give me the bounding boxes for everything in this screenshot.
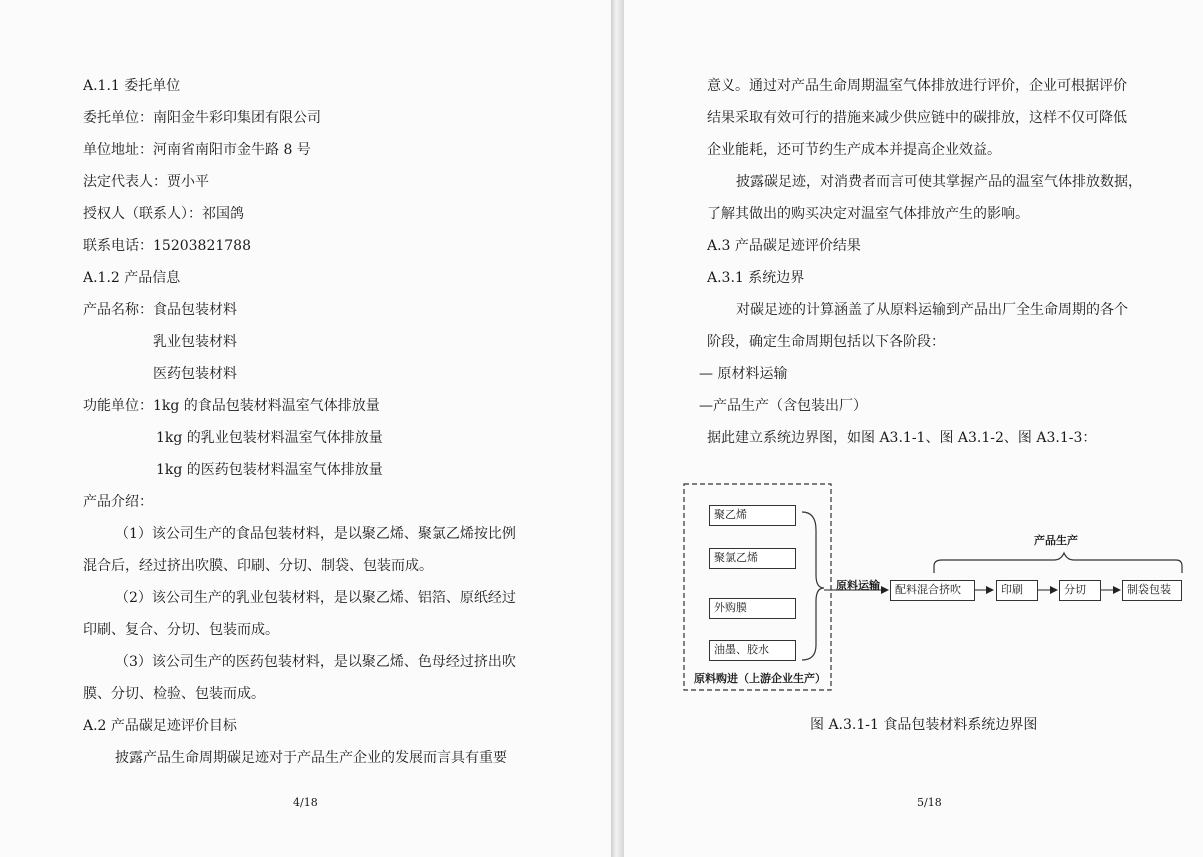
section-heading-a3: A.3 产品碳足迹评价结果 bbox=[707, 238, 861, 254]
process-step-box: 制袋包装 bbox=[1122, 580, 1182, 601]
text-line: 功能单位：1kg 的食品包装材料温室气体排放量 bbox=[83, 398, 380, 414]
text-line: 产品名称：食品包装材料 bbox=[83, 302, 237, 318]
right-page bbox=[624, 0, 1203, 857]
page-number: 5/18 bbox=[917, 796, 942, 809]
text-line: 印刷、复合、分切、包装而成。 bbox=[83, 622, 279, 638]
text-line: 1kg 的乳业包装材料温室气体排放量 bbox=[156, 430, 383, 446]
text-line: 阶段，确定生命周期包括以下各阶段： bbox=[707, 334, 945, 350]
transport-label: 原料运输 bbox=[836, 579, 880, 592]
book-spine bbox=[611, 0, 624, 857]
page-number: 4/18 bbox=[293, 796, 318, 809]
section-heading-a2: A.2 产品碳足迹评价目标 bbox=[83, 718, 237, 734]
text-line: 授权人（联系人）：祁国鸽 bbox=[83, 206, 244, 222]
text-line: 委托单位：南阳金牛彩印集团有限公司 bbox=[83, 110, 321, 126]
text-line: （2）该公司生产的乳业包装材料，是以聚乙烯、铝箔、原纸经过 bbox=[115, 590, 516, 606]
section-heading-a111: A.1.1 委托单位 bbox=[83, 78, 181, 94]
material-box: 油墨、胶水 bbox=[709, 640, 796, 661]
text-line: 披露产品生命周期碳足迹对于产品生产企业的发展而言具有重要 bbox=[115, 750, 507, 766]
materials-brace bbox=[802, 512, 824, 660]
text-line: （3）该公司生产的医药包装材料，是以聚乙烯、色母经过挤出吹 bbox=[115, 654, 516, 670]
text-line: 联系电话：15203821788 bbox=[83, 238, 251, 254]
process-step-box: 配料混合挤吹 bbox=[890, 580, 975, 601]
material-box: 聚氯乙烯 bbox=[709, 548, 796, 569]
material-box: 外购膜 bbox=[709, 598, 796, 619]
process-step-box: 分切 bbox=[1059, 580, 1101, 601]
text-line: 意义。通过对产品生命周期温室气体排放进行评价，企业可根据评价 bbox=[707, 78, 1127, 94]
text-line: 医药包装材料 bbox=[153, 366, 237, 382]
section-heading-a112: A.1.2 产品信息 bbox=[83, 270, 181, 286]
upstream-label: 原料购进（上游企业生产） bbox=[694, 672, 826, 685]
process-step-box: 印刷 bbox=[996, 580, 1038, 601]
figure-caption: 图 A.3.1-1 食品包装材料系统边界图 bbox=[810, 717, 1038, 733]
text-line: 结果采取有效可行的措施来减少供应链中的碳排放，这样不仅可降低 bbox=[707, 110, 1127, 126]
text-line: 法定代表人：贾小平 bbox=[83, 174, 209, 190]
text-line: —产品生产（含包装出厂） bbox=[699, 398, 867, 414]
text-line: 对碳足迹的计算涵盖了从原料运输到产品出厂全生命周期的各个 bbox=[736, 302, 1128, 318]
text-line: — 原材料运输 bbox=[699, 366, 788, 382]
section-heading-a31: A.3.1 系统边界 bbox=[707, 270, 805, 286]
production-brace bbox=[934, 553, 1182, 573]
material-box: 聚乙烯 bbox=[709, 505, 796, 526]
text-line: 了解其做出的购买决定对温室气体排放产生的影响。 bbox=[707, 206, 1029, 222]
text-line: （1）该公司生产的食品包装材料，是以聚乙烯、聚氯乙烯按比例 bbox=[115, 526, 516, 542]
text-line: 据此建立系统边界图，如图 A3.1-1、图 A3.1-2、图 A3.1-3： bbox=[707, 430, 1097, 446]
text-line: 企业能耗，还可节约生产成本并提高企业效益。 bbox=[707, 142, 1001, 158]
text-line: 混合后，经过挤出吹膜、印刷、分切、制袋、包装而成。 bbox=[83, 558, 433, 574]
text-line: 膜、分切、检验、包装而成。 bbox=[83, 686, 265, 702]
text-line: 1kg 的医药包装材料温室气体排放量 bbox=[156, 462, 383, 478]
text-line: 乳业包装材料 bbox=[153, 334, 237, 350]
text-line: 单位地址：河南省南阳市金牛路 8 号 bbox=[83, 142, 311, 158]
text-line: 披露碳足迹，对消费者而言可使其掌握产品的温室气体排放数据， bbox=[736, 174, 1142, 190]
text-line: 产品介绍： bbox=[83, 494, 153, 510]
production-label: 产品生产 bbox=[1034, 534, 1078, 547]
